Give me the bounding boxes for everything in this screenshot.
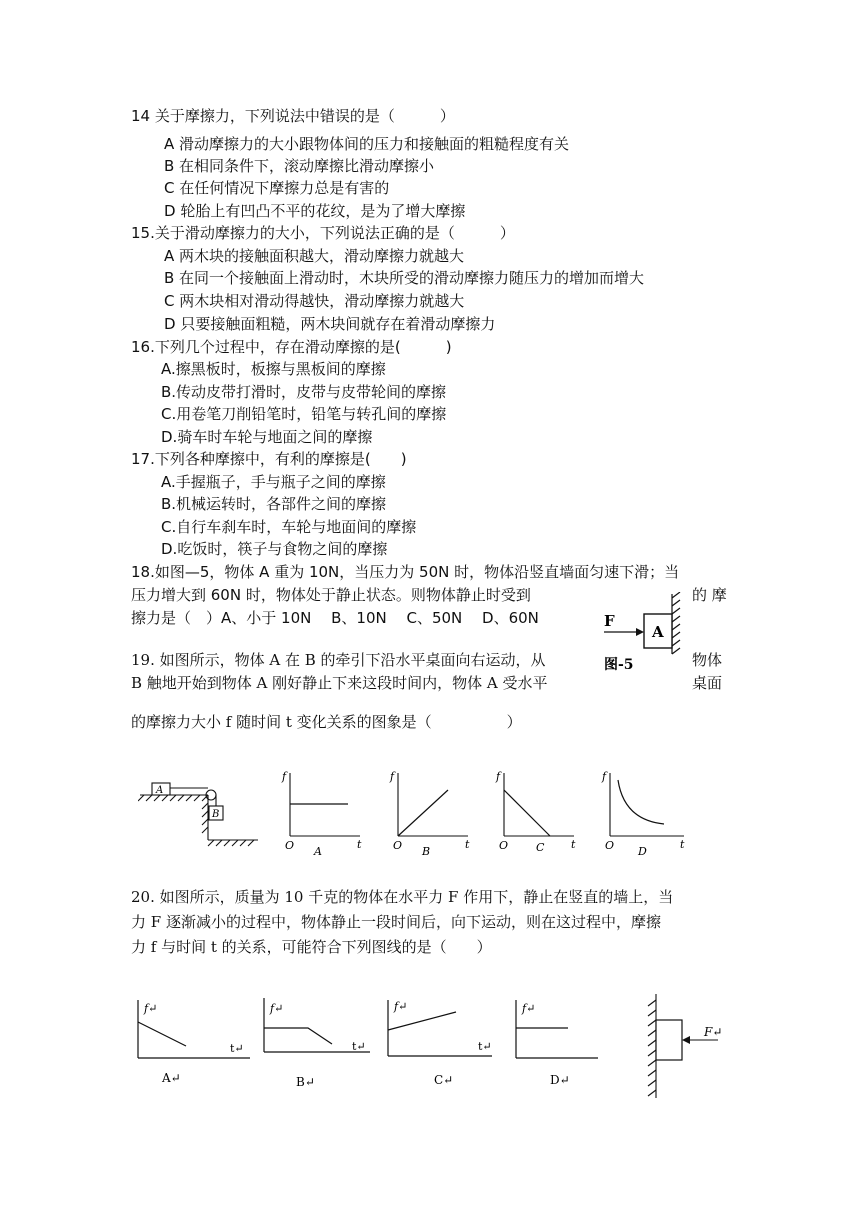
q20-graph-a-label: A↵ [162,1071,181,1085]
q18-line-2: 压力增大到 60N 时，物体处于静止状态。则物体静止时受到 [131,586,531,604]
origin-label: O [499,839,509,852]
q17-option-a: A.手握瓶子，手与瓶子之间的摩擦 [161,473,386,491]
q14-option-c: C 在任何情况下摩擦力总是有害的 [164,179,390,197]
q20-graph-b-line [264,1028,332,1044]
q16-stem: 16.下列几个过程中，存在滑动摩擦的是( ) [131,338,452,356]
q19-graph-d [600,768,690,858]
axis-t-label: t [357,838,362,851]
q19-graph-c [494,768,580,858]
q20-graph-b [256,994,378,1090]
q14-option-a: A 滑动摩擦力的大小跟物体间的压力和接触面的粗糙程度有关 [164,135,570,153]
origin-label: O [285,839,295,852]
q20-line-3: 力 f 与时间 t 的关系，可能符合下列图线的是（ ） [131,938,492,956]
origin-label: O [393,839,403,852]
q19-graph-c-label: C [536,841,545,854]
axis-f-label: f [390,770,395,783]
axis-f-label: f↵ [522,1002,536,1015]
q15-option-a: A 两木块的接触面积越大，滑动摩擦力就越大 [164,247,465,265]
q17-option-d: D.吃饭时，筷子与食物之间的摩擦 [161,540,388,558]
q15-option-b: B 在同一个接触面上滑动时，木块所受的滑动摩擦力随压力的增加而增大 [164,269,645,287]
q20-graph-c-line [388,1012,456,1030]
q19-pulley-figure [138,778,264,850]
q19-graph-d-line [618,780,664,824]
q19-line-2: B 触地开始到物体 A 刚好静止下来这段时间内，物体 A 受水平 [131,674,548,692]
q19-graph-a-label: A [314,845,322,858]
q18-line-3: 擦力是（ ）A、小于 10N B、10N C、50N D、60N [131,609,539,627]
q16-option-d: D.骑车时车轮与地面之间的摩擦 [161,428,373,446]
axis-f-label: f [496,770,501,783]
q19-graph-d-label: D [638,845,647,858]
axis-t-label: t↵ [478,1040,492,1053]
q19-block-a-label: A [156,785,164,796]
q18-line-1: 18.如图—5，物体 A 重为 10N，当压力为 50N 时，物体沿竖直墙面匀速下滑；当 [131,563,680,581]
q15-option-c: C 两木块相对滑动得越快，滑动摩擦力就越大 [164,292,465,310]
q19-graph-c-line [504,790,550,836]
q20-line-2: 力 F 逐渐减小的过程中，物体静止一段时间后，向下运动，则在这过程中，摩擦 [131,913,661,931]
q20-block [656,1020,682,1060]
q20-graph-b-label: B↵ [296,1075,315,1089]
axis-f-label: f↵ [270,1002,284,1015]
axis-f-label: f↵ [144,1002,158,1015]
q19-block-b-label: B [212,809,220,820]
figure-5-force-label: F [604,612,615,630]
q19-line-3: 的摩擦力大小 f 随时间 t 变化关系的图象是（ ） [131,713,522,731]
q18-line-2-tail: 的 摩 [692,586,727,604]
axis-t-label: t [571,838,576,851]
q20-wall-figure [642,992,726,1102]
figure-5-block-label: A [652,623,664,641]
q20-graph-c-label: C↵ [434,1073,454,1087]
axis-t-label: t [465,838,470,851]
axis-t-label: t↵ [352,1040,366,1053]
q16-option-c: C.用卷笔刀削铅笔时，铅笔与转孔间的摩擦 [161,405,447,423]
axis-t-label: t↵ [230,1042,244,1055]
q14-option-d: D 轮胎上有凹凸不平的花纹，是为了增大摩擦 [164,202,466,220]
q19-line-2-tail: 桌面 [692,674,723,692]
q19-line-1-tail: 物体 [692,651,723,669]
q15-stem: 15.关于滑动摩擦力的大小，下列说法正确的是（ ） [131,224,515,242]
axis-f-label: f [602,770,607,783]
axis-f-label: f↵ [394,1000,408,1013]
axis-t-label: t [680,838,685,851]
q19-graph-b [388,768,474,858]
figure-5 [598,592,690,672]
q17-stem: 17.下列各种摩擦中，有利的摩擦是( ) [131,450,407,468]
q16-option-b: B.传动皮带打滑时，皮带与皮带轮间的摩擦 [161,383,447,401]
q20-graph-a [128,994,256,1090]
arrow-icon [636,628,644,636]
q20-graph-d [506,994,606,1090]
q20-graph-c [378,994,498,1090]
q19-line-1: 19. 如图所示，物体 A 在 B 的牵引下沿水平桌面向右运动，从 [131,651,546,669]
q19-graph-b-label: B [422,845,431,858]
q14-option-b: B 在相同条件下，滚动摩擦比滑动摩擦小 [164,157,435,175]
q20-line-1: 20. 如图所示，质量为 10 千克的物体在水平力 F 作用下，静止在竖直的墙上，当 [131,888,674,906]
q19-graph-b-line [398,790,448,836]
arrow-icon [682,1036,690,1044]
origin-label: O [605,839,615,852]
q17-option-b: B.机械运转时，各部件之间的摩擦 [161,495,387,513]
q20-graph-d-label: D↵ [550,1073,570,1087]
q20-graph-a-line [138,1022,186,1046]
figure-5-caption: 图-5 [604,657,634,672]
q16-option-a: A.擦黑板时，板擦与黑板间的摩擦 [161,360,386,378]
q20-force-label: F↵ [704,1025,723,1039]
q15-option-d: D 只要接触面粗糙，两木块间就存在着滑动摩擦力 [164,315,496,333]
axis-f-label: f [282,770,287,783]
q19-graph-a [280,768,366,858]
q14-stem: 14 关于摩擦力，下列说法中错误的是（ ） [131,107,455,125]
q17-option-c: C.自行车刹车时，车轮与地面间的摩擦 [161,518,417,536]
